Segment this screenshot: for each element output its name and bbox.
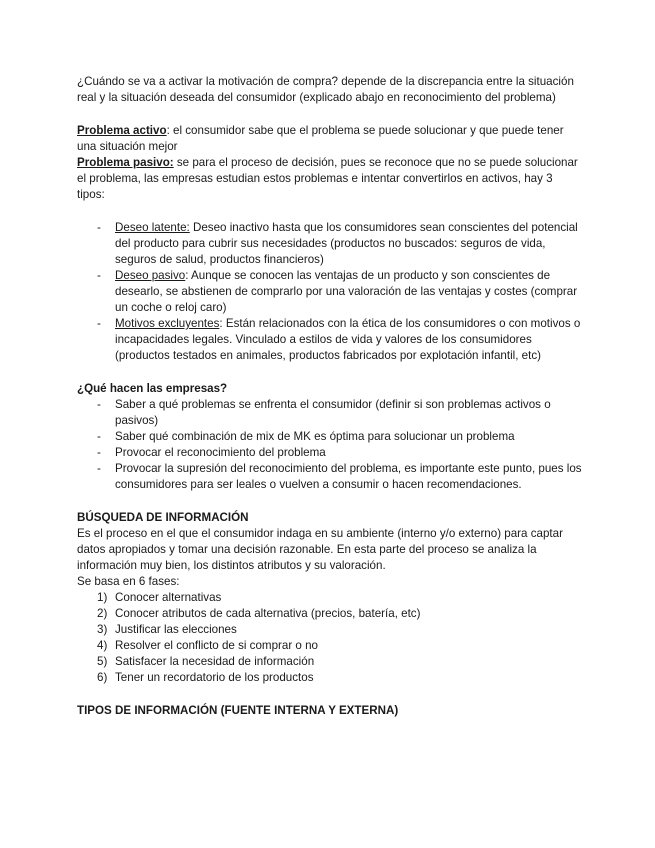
list-item-text: Tener un recordatorio de los productos [115, 671, 314, 684]
list-marker: 5) [97, 655, 108, 668]
list-item-text: Satisfacer la necesidad de información [115, 655, 315, 668]
list-item-label: Motivos excluyentes [115, 317, 220, 330]
tipos-informacion-heading: TIPOS DE INFORMACIÓN (FUENTE INTERNA Y EXTERNA) [77, 704, 399, 717]
intro-paragraph: ¿Cuándo se va a activar la motivación de compra? depende de la discrepancia entre la situación real y la situación deseada del consumidor (explicado abajo en reconocimiento del problema) [77, 75, 574, 104]
list-item-text: Provocar el reconocimiento del problema [115, 446, 326, 459]
list-item-text: Conocer alternativas [115, 591, 222, 604]
fases-list [77, 590, 582, 686]
problema-activo-label: Problema activo [77, 124, 167, 137]
list-item-text: : Aunque se conocen las ventajas de un producto y son conscientes de desearlo, se abstienen de comprarlo por una valoración de las ventajas y costes (comprar un coche o reloj caro) [115, 269, 578, 314]
list-item-text: Saber qué combinación de mix de MK es óptima para solucionar un problema [115, 430, 515, 443]
problema-pasivo-label: Problema pasivo: [77, 156, 174, 169]
list-marker: - [97, 430, 101, 443]
list-marker: 3) [97, 623, 108, 636]
list-item-text: : Están relacionados con la ética de los consumidores o con motivos o incapacidades legales. Vinculado a estilos de vida y valores de los consumidores (productos testados en animales, productos fabricados por explotación infantil, etc) [115, 317, 581, 362]
list-item [77, 606, 582, 622]
list-item-text: Provocar la supresión del reconocimiento del problema, es importante este punto, pues los consumidores para ser leales o vuelven a consumir o hacen recomendaciones. [115, 462, 582, 491]
tipos-list [77, 220, 582, 364]
list-item [77, 461, 582, 493]
list-marker: - [97, 398, 101, 411]
list-marker: - [97, 317, 101, 330]
list-item [77, 220, 582, 268]
list-marker: 1) [97, 591, 108, 604]
list-item [77, 397, 582, 429]
list-item [77, 316, 582, 364]
list-marker: 4) [97, 639, 108, 652]
list-marker: - [97, 221, 101, 234]
list-item [77, 429, 582, 445]
list-marker: 6) [97, 671, 108, 684]
list-item-text: Justificar las elecciones [115, 623, 237, 636]
list-item [77, 622, 582, 638]
busqueda-heading: BÚSQUEDA DE INFORMACIÓN [77, 511, 249, 524]
list-marker: - [97, 446, 101, 459]
list-item [77, 638, 582, 654]
list-item [77, 590, 582, 606]
fases-intro: Se basa en 6 fases: [77, 575, 180, 588]
list-item-text: Deseo inactivo hasta que los consumidores sean conscientes del potencial del producto para cubrir sus necesidades (productos no buscados: seguros de vida, seguros de salud, productos financieros) [115, 221, 578, 266]
list-marker: - [97, 269, 101, 282]
list-item [77, 654, 582, 670]
list-item [77, 445, 582, 461]
busqueda-paragraph: Es el proceso en el que el consumidor indaga en su ambiente (interno y/o externo) para captar datos apropiados y tomar una decisión razonable. En esta parte del proceso se analiza la información muy bien, los distintos atributos y su valoración. [77, 527, 563, 572]
list-item-label: Deseo latente: [115, 221, 190, 234]
list-item [77, 268, 582, 316]
list-item [77, 670, 582, 686]
list-item-text: Saber a qué problemas se enfrenta el consumidor (definir si son problemas activos o pasivos) [115, 398, 551, 427]
list-item-text: Conocer atributos de cada alternativa (precios, batería, etc) [115, 607, 421, 620]
list-item-text: Resolver el conflicto de si comprar o no [115, 639, 318, 652]
empresas-heading: ¿Qué hacen las empresas? [77, 382, 228, 395]
problema-activo-text: : el consumidor sabe que el problema se puede solucionar y que puede tener una situación mejor [77, 124, 564, 153]
problema-pasivo-text: se para el proceso de decisión, pues se reconoce que no se puede solucionar el problema, las empresas estudian estos problemas e intentar convertirlos en activos, hay 3 tipos: [77, 156, 578, 201]
list-marker: 2) [97, 607, 108, 620]
problema-pasivo-paragraph [77, 155, 582, 203]
problema-activo-paragraph [77, 123, 582, 155]
empresas-list [77, 397, 582, 493]
list-item-label: Deseo pasivo [115, 269, 186, 282]
list-marker: - [97, 462, 101, 475]
document-body [77, 74, 582, 719]
